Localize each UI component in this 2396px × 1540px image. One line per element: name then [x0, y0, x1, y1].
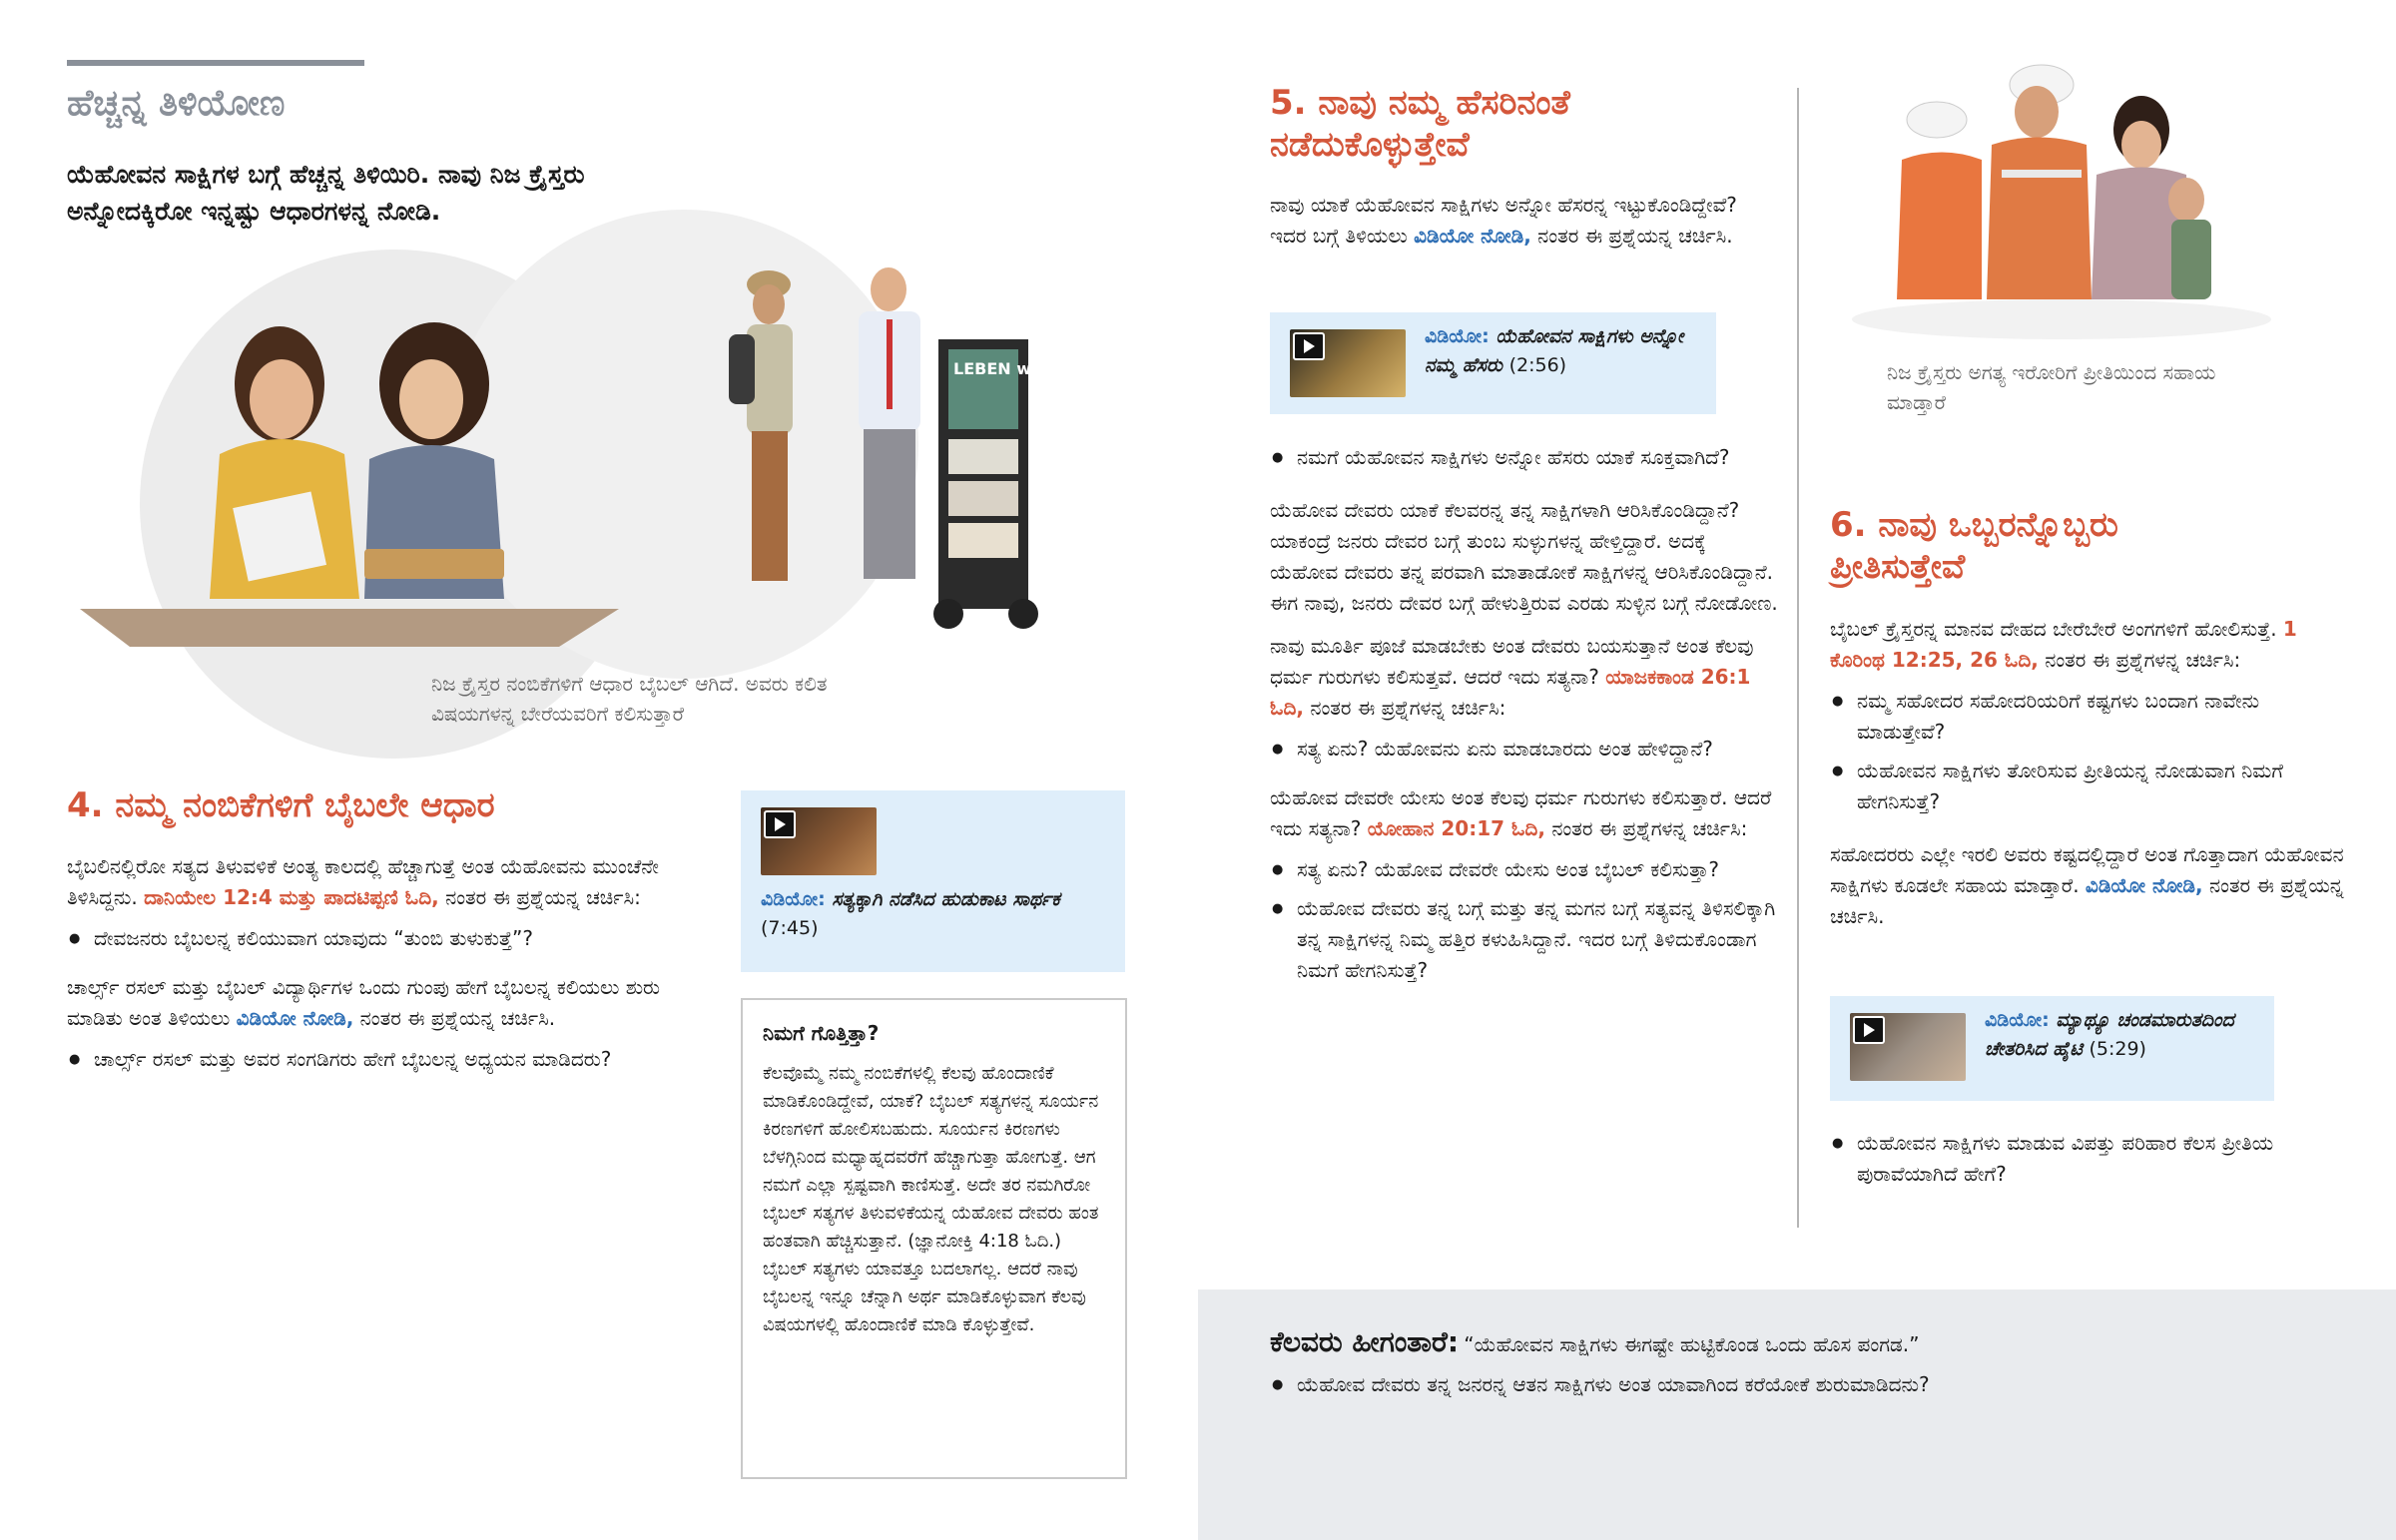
section5-question-3: ● ಸತ್ಯ ಏನು? ಯೆಹೋವ ದೇವರೇ ಯೇಸು ಅಂತ ಬೈಬಲ್ ಕಲಿಸುತ್ತಾ? — [1297, 854, 1779, 885]
relief-workers-illustration — [1842, 50, 2281, 339]
play-icon[interactable] — [1853, 1016, 1885, 1044]
play-icon[interactable] — [1293, 332, 1325, 360]
corinthians-12-25-link[interactable]: 1 ಕೊರಿಂಥ 12:25, 26 ಓದಿ, — [1830, 617, 2297, 672]
did-you-know-box — [741, 998, 1127, 1479]
section4-video-link[interactable]: ವಿಡಿಯೋ ನೋಡಿ, — [236, 1006, 354, 1030]
john-20-17-link[interactable]: ಯೋಹಾನ 20:17 ಓದಿ, — [1367, 816, 1545, 840]
intro-lead: ಯೆಹೋವನ ಸಾಕ್ಷಿಗಳ ಬಗ್ಗೆ ಹೆಚ್ಚನ್ನ ತಿಳಿಯಿರಿ. ನಾವು ನಿಜ ಕ್ರೈಸ್ತರು ಅನ್ನೋದಕ್ಕಿರೋ ಇನ್ನಷ್ಟು ಆಧಾರಗಳನ್ನ ನೋಡಿ. — [67, 160, 585, 226]
section5-question-1: ● ನಮಗೆ ಯೆಹೋವನ ಸಾಕ್ಷಿಗಳು ಅನ್ನೋ ಹೆಸರು ಯಾಕೆ ಸೂಕ್ತವಾಗಿದೆ? — [1297, 442, 1779, 473]
intro-rule — [67, 60, 364, 66]
section4-heading: 4. ನಮ್ಮ ನಂಬಿಕೆಗಳಿಗೆ ಬೈಬಲೇ ಆಧಾರ — [67, 785, 495, 825]
cart-sign-text: LEBEN wie lang — [953, 359, 1093, 378]
intro-image-caption: ನಿಜ ಕ್ರೈಸ್ತರ ನಂಬಿಕೆಗಳಿಗೆ ಆಧಾರ ಬೈಬಲ್ ಆಗಿದೆ. ಅವರು ಕಲಿತ ವಿಷಯಗಳನ್ನ ಬೇರೆಯವರಿಗೆ ಕಲಿಸುತ್ತಾರೆ — [431, 672, 828, 726]
video-duration: (2:56) — [1508, 354, 1567, 376]
column-divider — [1797, 88, 1799, 1228]
video-thumbnail[interactable] — [1850, 1013, 1966, 1081]
section5-video-link[interactable]: ವಿಡಿಯೋ ನೋಡಿ, — [1414, 224, 1531, 248]
section6-final-questions — [1810, 1128, 2376, 1190]
video-label: ವಿಡಿಯೋ: — [1425, 325, 1490, 347]
section6-p2: ಸಹೋದರರು ಎಲ್ಲೇ ಇರಲಿ ಅವರು ಕಷ್ಟದಲ್ಲಿದ್ದಾರೆ ಅಂತ ಗೊತ್ತಾದಾಗ ಯೆಹೋವನ ಸಾಕ್ಷಿಗಳು ಕೂಡಲೇ ಸಹಾಯ ಮಾಡ್ತಾರೆ. ವಿಡಿಯೋ ನೋಡಿ, ನಂತರ ಈ ಪ್ರಶ್ನೆಯನ್ನ ಚರ್ಚಿಸಿ. — [1830, 842, 2344, 928]
section5-video-box[interactable] — [1270, 312, 1716, 414]
section6-question-2: ● ಯೆಹೋವನ ಸಾಕ್ಷಿಗಳು ತೋರಿಸುವ ಪ್ರೀತಿಯನ್ನ ನೋಡುವಾಗ ನಿಮಗೆ ಹೇಗನಿಸುತ್ತೆ? — [1857, 756, 2349, 817]
literature-cart-illustration — [933, 339, 1092, 629]
section6-image-caption: ನಿಜ ಕ್ರೈಸ್ತರು ಅಗತ್ಯ ಇರೋರಿಗೆ ಪ್ರೀತಿಯಿಂದ ಸಹಾಯ ಮಾಡ್ತಾರೆ — [1887, 360, 2216, 414]
section4-body — [67, 851, 716, 1075]
intro-heading: ಹೆಚ್ಚನ್ನ ತಿಳಿಯೋಣ — [67, 83, 286, 124]
section4-question-1: ● ದೇವಜನರು ಬೈಬಲನ್ನ ಕಲಿಯುವಾಗ ಯಾವುದು “ತುಂಬಿ ತುಳುಕುತ್ತೆ”? — [94, 923, 716, 954]
some-say-question: ● ಯೆಹೋವ ದೇವರು ತನ್ನ ಜನರನ್ನ ಆತನ ಸಾಕ್ಷಿಗಳು ಅಂತ ಯಾವಾಗಿಂದ ಕರೆಯೋಕೆ ಶುರುಮಾಡಿದನು? — [1297, 1369, 2395, 1400]
daniel-12-4-link[interactable]: ದಾನಿಯೇಲ 12:4 ಮತ್ತು ಪಾದಟಿಪ್ಪಣಿ ಓದಿ, — [144, 885, 439, 909]
section6-p1: ಬೈಬಲ್ ಕ್ರೈಸ್ತರನ್ನ ಮಾನವ ದೇಹದ ಬೇರೆಬೇರೆ ಅಂಗಗಳಿಗೆ ಹೋಲಿಸುತ್ತೆ. 1 ಕೊರಿಂಥ 12:25, 26 ಓದಿ, ನಂತರ ಈ ಪ್ರಶ್ನೆಗಳನ್ನ ಚರ್ಚಿಸಿ: — [1830, 617, 2297, 672]
video-thumbnail[interactable] — [761, 807, 877, 875]
section5-p4: ಯೆಹೋವ ದೇವರೇ ಯೇಸು ಅಂತ ಕೆಲವು ಧರ್ಮ ಗುರುಗಳು ಕಲಿಸುತ್ತಾರೆ. ಆದರೆ ಇದು ಸತ್ಯನಾ? ಯೋಹಾನ 20:17 ಓದಿ, ನಂತರ ಈ ಪ್ರಶ್ನೆಗಳನ್ನ ಚರ್ಚಿಸಿ: — [1270, 785, 1772, 840]
video-duration: (7:45) — [761, 917, 819, 939]
section6-question-1: ● ನಮ್ಮ ಸಹೋದರ ಸಹೋದರಿಯರಿಗೆ ಕಷ್ಟಗಳು ಬಂದಾಗ ನಾವೇನು ಮಾಡುತ್ತೇವೆ? — [1857, 686, 2349, 748]
section6-question-3: ● ಯೆಹೋವನ ಸಾಕ್ಷಿಗಳು ಮಾಡುವ ವಿಪತ್ತು ಪರಿಹಾರ ಕೆಲಸ ಪ್ರೀತಿಯ ಪುರಾವೆಯಾಗಿದೆ ಹೇಗೆ? — [1857, 1128, 2376, 1190]
video-label: ವಿಡಿಯೋ: — [761, 888, 826, 910]
some-say-quote: “ಯೆಹೋವನ ಸಾಕ್ಷಿಗಳು ಈಗಷ್ಟೇ ಹುಟ್ಟಿಕೊಂಡ ಒಂದು ಹೊಸ ಪಂಗಡ.” — [1464, 1332, 1920, 1356]
section6-body — [1830, 614, 2349, 932]
section4-p2: ಚಾರ್ಲ್ಸ್ ರಸಲ್ ಮತ್ತು ಬೈಬಲ್ ವಿದ್ಯಾರ್ಥಿಗಳ ಒಂದು ಗುಂಪು ಹೇಗೆ ಬೈಬಲನ್ನ ಕಲಿಯಲು ಶುರು ಮಾಡಿತು ಅಂತ ತಿಳಿಯಲು ವಿಡಿಯೋ ನೋಡಿ, ನಂತರ ಈ ಪ್ರಶ್ನೆಯನ್ನ ಚರ್ಚಿಸಿ. — [67, 975, 660, 1030]
woman-bible-illustration — [364, 322, 504, 599]
section5-heading: 5. ನಾವು ನಮ್ಮ ಹೆಸರಿನಂತೆ ನಡೆದುಕೊಳ್ಳುತ್ತೇವೆ — [1270, 83, 1570, 165]
did-you-know-body: ಕೆಲವೊಮ್ಮೆ ನಮ್ಮ ನಂಬಿಕೆಗಳಲ್ಲಿ ಕೆಲವು ಹೊಂದಾಣಿಕೆ ಮಾಡಿಕೊಂಡಿದ್ದೇವೆ, ಯಾಕೆ? ಬೈಬಲ್ ಸತ್ಯಗಳನ್ನ ಸೂರ್ಯನ ಕಿರಣಗಳಿಗೆ ಹೋಲಿಸಬಹುದು. ಸೂರ್ಯನ ಕಿರಣಗಳು ಬೆಳಗ್ಗಿನಿಂದ ಮಧ್ಯಾಹ್ನದವರೆಗೆ ಹೆಚ್ಚಾಗುತ್ತಾ ಹೋಗುತ್ತೆ. ಆಗ ನಮಗೆ ಎಲ್ಲಾ ಸ್ಪಷ್ಟವಾಗಿ ಕಾಣಿಸುತ್ತೆ. ಅದೇ ತರ ನಮಗಿರೋ ಬೈಬಲ್ ಸತ್ಯಗಳ ತಿಳುವಳಿಕೆಯನ್ನ ಯೆಹೋವ ದೇವರು ಹಂತ ಹಂತವಾಗಿ ಹೆಚ್ಚಿಸುತ್ತಾನೆ. (ಜ್ಞಾನೋಕ್ತಿ 4:18 ಓದಿ.) ಬೈಬಲ್ ಸತ್ಯಗಳು ಯಾವತ್ತೂ ಬದಲಾಗಲ್ಲ. ಆದರೆ ನಾವು ಬೈಬಲನ್ನ ಇನ್ನೂ ಚೆನ್ನಾಗಿ ಅರ್ಥ ಮಾಡಿಕೊಳ್ಳುವಾಗ ಕೆಲವು ವಿಷಯಗಳಲ್ಲಿ ಹೊಂದಾಣಿಕೆ ಮಾಡಿ ಕೊಳ್ಳುತ್ತೇವೆ. — [763, 1063, 1099, 1335]
did-you-know-heading: ನಿಮಗೆ ಗೊತ್ತಿತ್ತಾ? — [763, 1021, 880, 1045]
video-title: ಸತ್ಯಕ್ಕಾಗಿ ನಡೆಸಿದ ಹುಡುಕಾಟ ಸಾರ್ಥಕ — [832, 888, 1060, 910]
section6-heading: 6. ನಾವು ಒಬ್ಬರನ್ನೊಬ್ಬರು ಪ್ರೀತಿಸುತ್ತೇವೆ — [1830, 505, 2118, 587]
some-say-line — [1270, 1323, 2368, 1363]
section4-p1: ಬೈಬಲಿನಲ್ಲಿರೋ ಸತ್ಯದ ತಿಳುವಳಿಕೆ ಅಂತ್ಯ ಕಾಲದಲ್ಲಿ ಹೆಚ್ಚಾಗುತ್ತೆ ಅಂತ ಯೆಹೋವನು ಮುಂಚೆನೇ ತಿಳಿಸಿದ್ದನು. ದಾನಿಯೇಲ 12:4 ಮತ್ತು ಪಾದಟಿಪ್ಪಣಿ ಓದಿ, ನಂತರ ಈ ಪ್ರಶ್ನೆಯನ್ನ ಚರ್ಚಿಸಿ: — [67, 854, 659, 909]
section6-video-box[interactable] — [1830, 996, 2274, 1101]
play-icon[interactable] — [764, 810, 796, 838]
video-thumbnail[interactable] — [1290, 329, 1406, 397]
section5-body — [1270, 442, 1779, 986]
video-label: ವಿಡಿಯೋ: — [1985, 1009, 2050, 1031]
section6-video-link[interactable]: ವಿಡಿಯೋ ನೋಡಿ, — [2085, 873, 2203, 897]
video-title: ಯೆಹೋವನ ಸಾಕ್ಷಿಗಳು ಅನ್ನೋ ನಮ್ಮ ಹೆಸರು — [1425, 325, 1684, 376]
some-say-label: ಕೆಲವರು ಹೀಗಂತಾರೆ: — [1270, 1325, 1460, 1358]
video-duration: (5:29) — [2089, 1038, 2146, 1060]
section4-video-box[interactable] — [741, 790, 1125, 972]
section4-question-2: ● ಚಾರ್ಲ್ಸ್ ರಸಲ್ ಮತ್ತು ಅವರ ಸಂಗಡಿಗರು ಹೇಗೆ ಬೈಬಲನ್ನ ಅಧ್ಯಯನ ಮಾಡಿದರು? — [94, 1044, 716, 1075]
section5-question-2: ● ಸತ್ಯ ಏನು? ಯೆಹೋವನು ಏನು ಮಾಡಬಾರದು ಅಂತ ಹೇಳಿದ್ದಾನೆ? — [1297, 734, 1779, 765]
some-say-band — [1198, 1289, 2396, 1540]
leviticus-26-1-link[interactable]: ಯಾಜಕಕಾಂಡ 26:1 ಓದಿ, — [1270, 665, 1751, 720]
section5-question-4: ● ಯೆಹೋವ ದೇವರು ತನ್ನ ಬಗ್ಗೆ ಮತ್ತು ತನ್ನ ಮಗನ ಬಗ್ಗೆ ಸತ್ಯವನ್ನ ತಿಳಿಸಲಿಕ್ಕಾಗಿ ತನ್ನ ಸಾಕ್ಷಿಗಳನ್ನ ನಿಮ್ಮ ಹತ್ತಿರ ಕಳುಹಿಸಿದ್ದಾನೆ. ಇದರ ಬಗ್ಗೆ ತಿಳಿದುಕೊಂಡಾಗ ನಿಮಗೆ ಹೇಗನಿಸುತ್ತೆ? — [1297, 893, 1779, 986]
video-title: ಮ್ಯಾಥ್ಯೂ ಚಂಡಮಾರುತದಿಂದ ಚೇತರಿಸಿದ ಹೈಟಿ — [1985, 1009, 2234, 1060]
section5-p2: ಯೆಹೋವ ದೇವರು ಯಾಕೆ ಕೆಲವರನ್ನ ತನ್ನ ಸಾಕ್ಷಿಗಳಾಗಿ ಆರಿಸಿಕೊಂಡಿದ್ದಾನೆ? ಯಾಕಂದ್ರೆ ಜನರು ದೇವರ ಬಗ್ಗೆ ತುಂಬ ಸುಳ್ಳುಗಳನ್ನ ಹೇಳ್ತಿದ್ದಾರೆ. ಅದಕ್ಕೆ ಯೆಹೋವ ದೇವರು ತನ್ನ ಪರವಾಗಿ ಮಾತಾಡೋಕೆ ಸಾಕ್ಷಿಗಳನ್ನ ಆರಿಸಿಕೊಂಡಿದ್ದಾನೆ. ಈಗ ನಾವು, ಜನರು ದೇವರ ಬಗ್ಗೆ ಹೇಳುತ್ತಿರುವ ಎರಡು ಸುಳ್ಳಿನ ಬಗ್ಗೆ ನೋಡೋಣ. — [1270, 498, 1778, 615]
section5-p3: ನಾವು ಮೂರ್ತಿ ಪೂಜೆ ಮಾಡಬೇಕು ಅಂತ ದೇವರು ಬಯಸುತ್ತಾನೆ ಅಂತ ಕೆಲವು ಧರ್ಮ ಗುರುಗಳು ಕಲಿಸುತ್ತವೆ. ಆದರೆ ಇದು ಸತ್ಯನಾ? ಯಾಜಕಕಾಂಡ 26:1 ಓದಿ, ನಂತರ ಈ ಪ್ರಶ್ನೆಗಳನ್ನ ಚರ್ಚಿಸಿ: — [1270, 634, 1754, 720]
section5-p1: ನಾವು ಯಾಕೆ ಯೆಹೋವನ ಸಾಕ್ಷಿಗಳು ಅನ್ನೋ ಹೆಸರನ್ನ ಇಟ್ಟುಕೊಂಡಿದ್ದೇವೆ? ಇದರ ಬಗ್ಗೆ ತಿಳಿಯಲು ವಿಡಿಯೋ ನೋಡಿ, ನಂತರ ಈ ಪ್ರಶ್ನೆಯನ್ನ ಚರ್ಚಿಸಿ. — [1270, 193, 1737, 248]
